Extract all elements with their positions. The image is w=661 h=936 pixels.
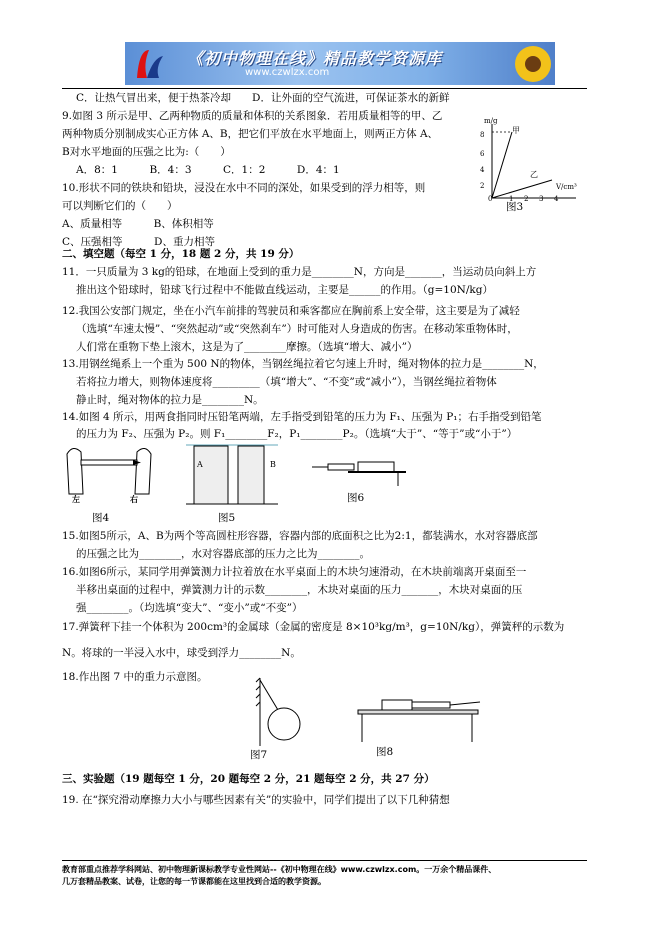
q9-line-3: B对水平地面的压强之比为:（ ） — [62, 146, 231, 158]
q13-line-3: 静止时，绳对物体的拉力是________N。 — [76, 394, 264, 406]
figure-8-table-block — [352, 688, 488, 744]
figure-6-spring-scale — [308, 450, 408, 488]
figure-7-hanging-ball — [246, 676, 310, 748]
footer-line-2: 几万套精品教案、试卷，让您的每一节课都能在这里找到合适的教学资源。 — [62, 877, 326, 886]
q11-line-1: 11．一只质量为 3 kg的铅球，在地面上受到的重力是________N，方向是_______，当运动员向斜上方 — [62, 266, 537, 278]
q9-line-1: 9.如图 3 所示是甲、乙两种物质的质量和体积的关系图象．若用质量相等的甲、乙 — [62, 110, 443, 122]
fig5-label-b: B — [270, 460, 276, 469]
q10-line-1: 10.形状不同的铁块和铅块，浸没在水中不同的深处，如果受到的浮力相等，则 — [62, 182, 426, 194]
footer-line-1: 教育部重点推荐学科网站、初中物理新课标教学专业性网站--《初中物理在线》www.czwlzx.com。一万余个精品课件、 — [62, 865, 497, 874]
q12-line-3: 人们常在重物下垫上滚木，这是为了________摩擦。（选填“增大、减小”） — [76, 341, 418, 353]
section-2-heading: 二、填空题（每空 1 分，18 题 2 分，共 19 分） — [62, 248, 300, 260]
fig3-ytick: 8 — [480, 131, 485, 139]
figure-3-graph — [476, 118, 588, 214]
fig4-right-label: 右 — [130, 494, 138, 504]
q10-options-ab: A、质量相等 B、体积相等 — [62, 218, 214, 230]
fig3-xlabel: V/cm³ — [556, 183, 577, 191]
fig3-xtick: 1 — [509, 195, 514, 203]
fig3-label-yi: 乙 — [530, 170, 538, 179]
q12-line-1: 12.我国公安部门规定，坐在小汽车前排的驾驶员和乘客都应在胸前系上安全带，这主要是为了减轻 — [62, 305, 520, 317]
q14-line-1: 14.如图 4 所示，用两食指同时压铅笔两端，左手指受到铅笔的压力为 F₁、压强为 P₁；右手指受到铅笔 — [62, 411, 542, 423]
q14-line-2: 的压力为 F₂、压强为 P₂。则 F₁________F₂，P₁________P₂。（选填“大于”、“等于”或“小于”） — [76, 428, 518, 440]
footer-rule — [62, 860, 587, 861]
q15-line-2: 的压强之比为________，水对容器底部的压力之比为________。 — [76, 548, 370, 560]
q18-line: 18.作出图 7 中的重力示意图。 — [62, 671, 208, 683]
q17-line-1: 17.弹簧秤下挂一个体积为 200cm³的金属球（金属的密度是 8×10³kg/m³，g=10N/kg），弹簧秤的示数为 — [62, 621, 565, 633]
q10-options-cd: C、压强相等 D、重力相等 — [62, 236, 215, 248]
q16-line-1: 16.如图6所示，某同学用弹簧测力计拉着放在水平桌面上的木块匀速滑动，在木块前端离开桌面至一 — [62, 566, 527, 578]
fig6-caption: 图6 — [347, 492, 365, 504]
fig5-caption: 图5 — [218, 512, 236, 524]
fig3-ytick: 4 — [480, 166, 485, 174]
fig3-ytick: 6 — [480, 150, 485, 158]
fig3-xtick: 3 — [539, 195, 544, 203]
fig3-xtick: 2 — [524, 195, 529, 203]
q16-line-3: 强________。（均选填“变大”、“变小”或“不变”） — [76, 602, 303, 614]
section-3-heading: 三、实验题（19 题每空 1 分，20 题每空 2 分，21 题每空 2 分，共 27 分） — [62, 773, 435, 785]
header-rule — [62, 88, 587, 89]
fig3-ytick: 2 — [480, 182, 485, 190]
banner-url[interactable]: www.czwlzx.com — [245, 67, 330, 78]
q9-options: A．8：1 B．4：3 C．1：2 D．4：1 — [76, 164, 340, 176]
q9-line-2: 两种物质分别制成实心正方体 A、B，把它们平放在水平地面上，则两正方体 A、 — [62, 128, 439, 140]
site-logo-icon — [129, 44, 171, 84]
fig8-caption: 图8 — [376, 746, 394, 758]
q12-line-2: （选填“车速太慢”、“突然起动”或“突然刹车”）时可能对人身造成的伤害。在移动笨重物体时， — [76, 323, 518, 335]
q17-line-2: N。将球的一半浸入水中，球受到浮力________N。 — [62, 647, 301, 659]
fig5-label-a: A — [197, 460, 203, 469]
q10-line-2: 可以判断它们的（ ） — [62, 200, 178, 212]
q19-line: 19. 在“探究滑动摩擦力大小与哪些因素有关”的实验中，同学们提出了以下几种猜想 — [62, 794, 450, 806]
q8-option-cd: C．让热气冒出来，便于热茶冷却 D．让外面的空气流进，可保证茶水的新鲜 — [76, 92, 450, 104]
fig7-caption: 图7 — [250, 749, 268, 761]
banner-title: 《初中物理在线》精品教学资源库 — [187, 49, 443, 68]
figure-5-containers — [186, 440, 280, 508]
q13-line-1: 13.用钢丝绳系上一个重为 500 N的物体，当钢丝绳拉着它匀速上升时，绳对物体的拉力是________N， — [62, 358, 544, 370]
q15-line-1: 15.如图5所示，A、B为两个等高圆柱形容器，容器内部的底面积之比为2:1，都装满水，水对容器底部 — [62, 530, 538, 542]
header-banner — [125, 42, 555, 85]
fig3-xtick: 0 — [488, 195, 493, 203]
fig4-left-label: 左 — [72, 494, 80, 504]
fig3-xtick: 4 — [554, 195, 559, 203]
q11-line-2: 推出这个铅球时，铅球飞行过程中不能做直线运动，主要是______的作用。（g=10N/kg） — [76, 284, 493, 296]
q13-line-2: 若将拉力增大，则物体速度将_________（填“增大”、“不变”或“减小”），当钢丝绳拉着物体 — [76, 376, 497, 388]
q16-line-2: 半移出桌面的过程中，弹簧测力计的示数________，木块对桌面的压力_______，木块对桌面的压 — [76, 584, 523, 596]
fig3-label-jia: 甲 — [512, 126, 520, 135]
fig4-caption: 图4 — [92, 512, 110, 524]
fig3-caption: 图3 — [506, 201, 524, 213]
fig3-ylabel: m/g — [484, 117, 498, 125]
sunflower-icon — [511, 42, 555, 85]
